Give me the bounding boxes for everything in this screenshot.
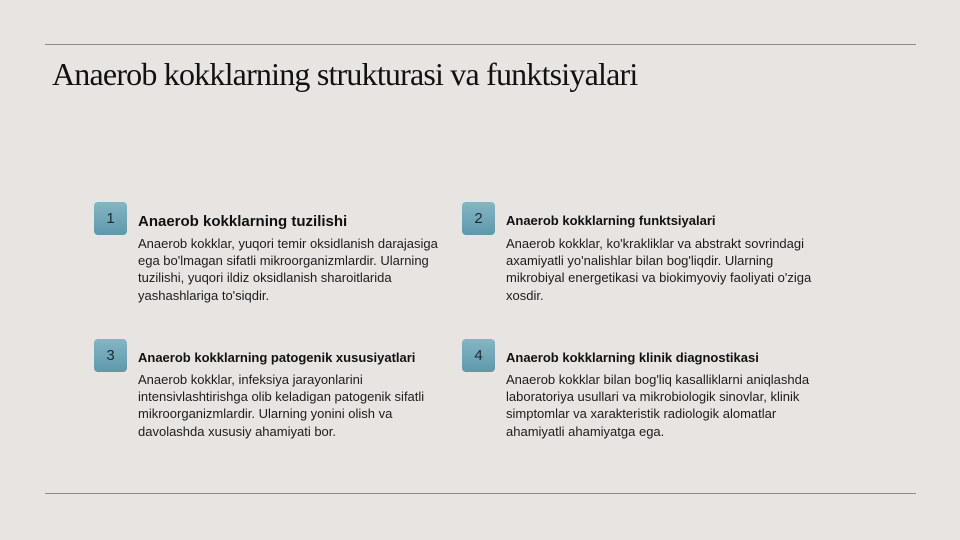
number-badge: 1: [94, 202, 127, 235]
bottom-divider: [45, 493, 916, 494]
number-badge: 2: [462, 202, 495, 235]
top-divider: [45, 44, 916, 45]
card-text: Anaerob kokklar, ko'krakliklar va abstrakt sovrindagi axamiyatli yo'nalishlar bilan bog'liqdir. Ularning mikrobiyal energetikasi va biokimyoviy faoliyati o'ziga xosdir.: [506, 236, 812, 303]
card-heading: Anaerob kokklarning patogenik xususiyatlari: [138, 350, 416, 365]
card-heading: Anaerob kokklarning funktsiyalari: [506, 213, 716, 228]
card-heading: Anaerob kokklarning klinik diagnostikasi: [506, 350, 759, 365]
card-heading: Anaerob kokklarning tuzilishi: [138, 213, 348, 230]
card-text: Anaerob kokklar, yuqori temir oksidlanish darajasiga ega bo'lmagan sifatli mikroorganizmlardir. Ularning tuzilishi, yuqori ildiz oksidlanish sharoitlarida yashashlariga to'siqdir.: [138, 236, 438, 303]
card-text: Anaerob kokklar, infeksiya jarayonlarini intensivlashtirishga olib keladigan patogenik sifatli mikroorganizmlardir. Ularning yonini olish va davolashda xususiy ahamiyati bor.: [138, 372, 425, 439]
number-badge: 4: [462, 339, 495, 372]
number-badge: 3: [94, 339, 127, 372]
page-title: Anaerob kokklarning strukturasi va funktsiyalari: [52, 56, 638, 92]
card-text: Anaerob kokklar bilan bog'liq kasalliklarni aniqlashda laboratoriya usullari va mikrobiologik sinovlar, klinik simptomlar va xarakteristik radiologik alomatlar ahamiyatli ahamiyatga ega.: [506, 372, 810, 439]
